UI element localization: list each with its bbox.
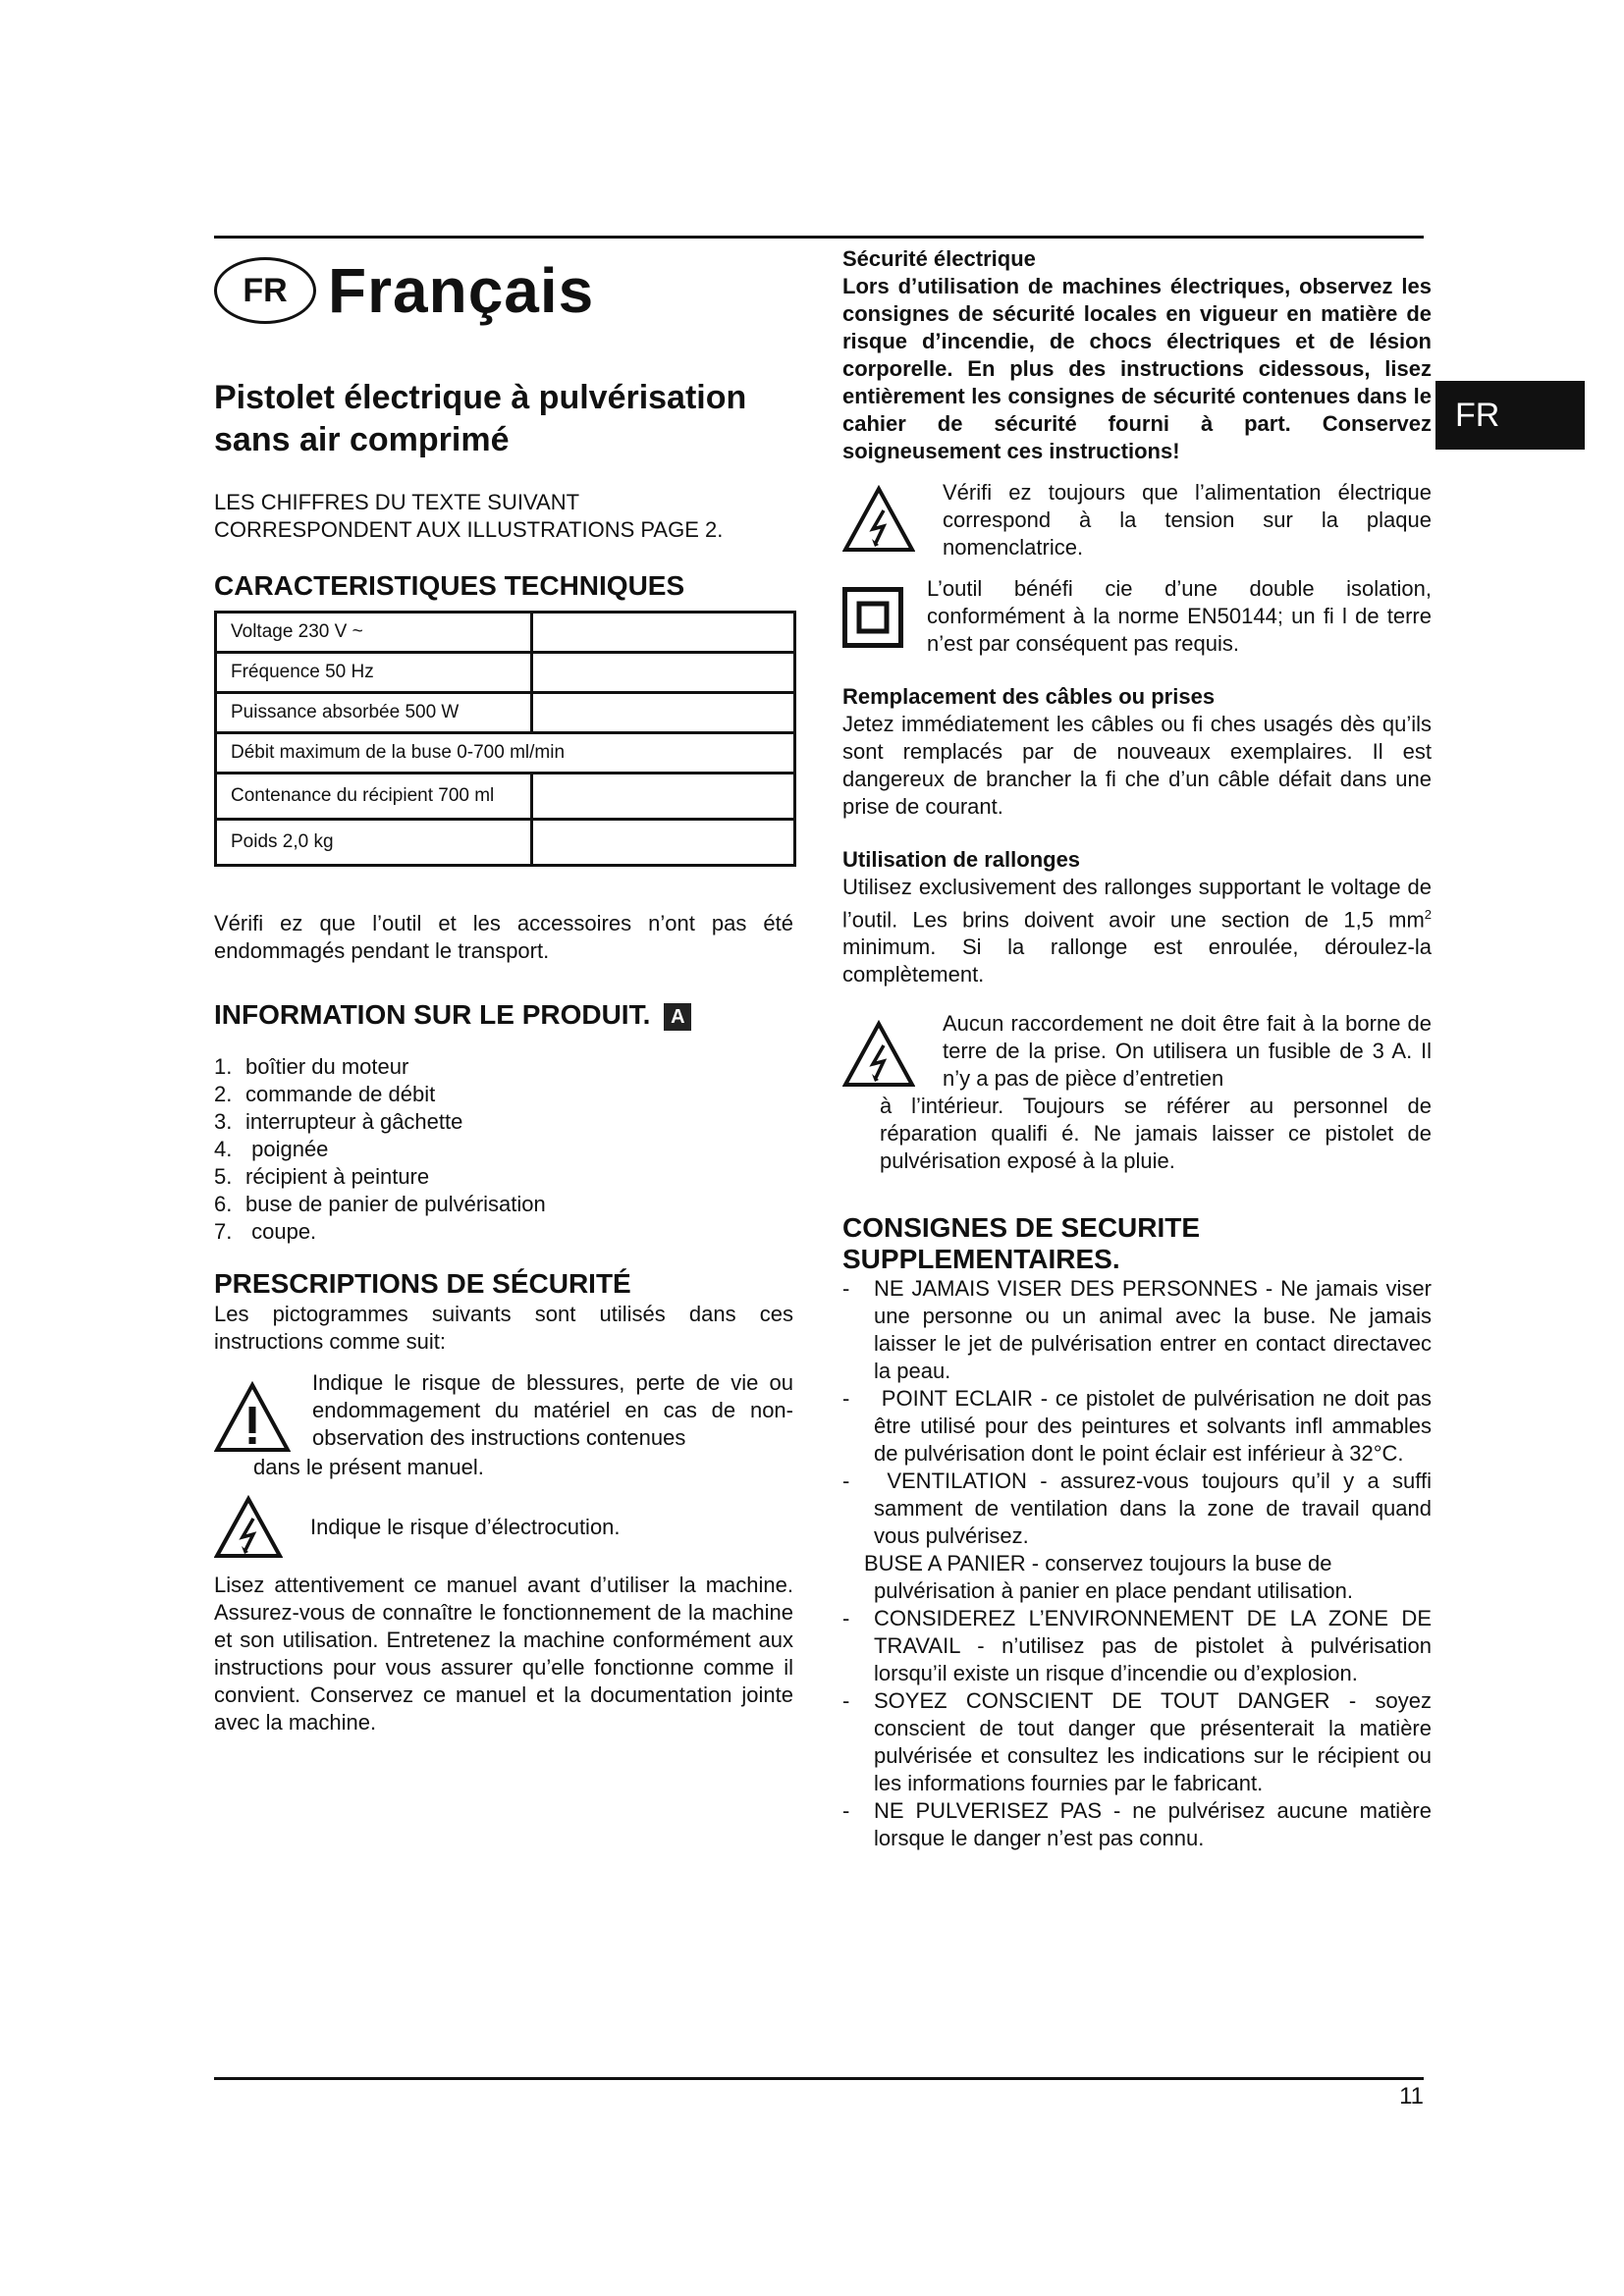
table-row bbox=[216, 653, 795, 693]
double-insulation-icon bbox=[842, 587, 903, 648]
spec-cell: Puissance absorbée 500 W bbox=[216, 693, 532, 733]
list-item: 3. interrupteur à gâchette bbox=[214, 1109, 463, 1134]
empty-cell bbox=[532, 820, 795, 866]
spec-cell: Contenance du récipient 700 ml bbox=[216, 774, 532, 820]
electrical-safety-text: Lors d’utilisation de machines électriques, observez les consignes de sécurité locales en vigueur en matière de risque d’incendie, de chocs électriques et de lésion corporelle. En plus des instructions cidessous, lisez entièrement les consignes de sécurité contenues dans le cahier de sécurité fourni à part. Conservez soigneusement ces instructions! bbox=[842, 274, 1432, 463]
top-rule bbox=[214, 236, 1424, 239]
title-line-1: Pistolet électrique à pulvérisation bbox=[214, 379, 747, 416]
spec-cell: Fréquence 50 Hz bbox=[216, 653, 532, 693]
list-item: 4. poignée bbox=[214, 1137, 329, 1161]
voltage-check-text: Vérifi ez toujours que l’alimentation électrique correspond à la tension sur la plaque nomenclatrice. bbox=[943, 480, 1432, 560]
verify-text: Vérifi ez que l’outil et les accessoires n’ont pas été endommagés pendant le transport. bbox=[214, 911, 793, 963]
spec-cell: Voltage 230 V ~ bbox=[216, 613, 532, 653]
list-item: - SOYEZ CONSCIENT DE TOUT DANGER - soyez conscient de tout danger que présenterait la matière pulvérisée et consultez les indications sur le récipient ou les informations fournies par le fabricant. bbox=[842, 1688, 1432, 1796]
list-item: 6. buse de panier de pulvérisation bbox=[214, 1192, 546, 1216]
electric-hazard-icon bbox=[842, 1020, 915, 1089]
list-item: 5. récipient à peinture bbox=[214, 1164, 430, 1189]
cables-heading: Remplacement des câbles ou prises bbox=[842, 684, 1216, 709]
document-title bbox=[214, 377, 793, 461]
double-insulation-text: L’outil bénéfi cie d’une double isolation, conformément à la norme EN50144; un fi l de terre n’est par conséquent pas requis. bbox=[927, 576, 1432, 656]
warning-triangle-icon bbox=[214, 1381, 291, 1454]
empty-cell bbox=[532, 653, 795, 693]
list-item: - NE PULVERISEZ PAS - ne pulvérisez aucune matière lorsque le danger n’est pas connu. bbox=[842, 1798, 1432, 1851]
bottom-rule bbox=[214, 2077, 1424, 2080]
empty-cell bbox=[532, 774, 795, 820]
cables-text: Jetez immédiatement les câbles ou fi ches usagés dès qu’ils sont remplacés par de nouveaux exemplaires. Il est dangereux de brancher la fi che d’un câble défait dans une prise de courant. bbox=[842, 712, 1432, 819]
electric-hazard-icon bbox=[842, 485, 915, 554]
language-title: Français bbox=[328, 255, 595, 326]
tech-specs-table bbox=[214, 611, 796, 867]
list-item: - NE JAMAIS VISER DES PERSONNES - Ne jamais viser une personne ou un animal avec la buse. Ne jamais laisser le jet de pulvérisation entrer en contact directavec la peau. bbox=[842, 1276, 1432, 1384]
page-number: 11 bbox=[1399, 2083, 1424, 2109]
earth-warning-tail: à l’intérieur. Toujours se référer au personnel de réparation qualifi é. Ne jamais laisser ce pistolet de pulvérisation exposé à la pluie. bbox=[880, 1094, 1432, 1174]
safety-intro: Les pictogrammes suivants sont utilisés dans ces instructions comme suit: bbox=[214, 1302, 793, 1354]
spec-cell: Débit maximum de la buse 0-700 ml/min bbox=[216, 733, 795, 774]
empty-cell bbox=[532, 693, 795, 733]
list-item: 7. coupe. bbox=[214, 1219, 317, 1244]
buse-panier-item: BUSE A PANIER - conservez toujours la buse de pulvérisation à panier en place pendant utilisation. bbox=[864, 1551, 1353, 1604]
safety-heading: PRESCRIPTIONS DE SÉCURITÉ bbox=[214, 1268, 631, 1299]
warning-electro-text: Indique le risque d’électrocution. bbox=[310, 1515, 621, 1539]
manual-text: Lisez attentivement ce manuel avant d’utiliser la machine. Assurez-vous de connaître le fonctionnement de la machine et son utilisation. Entretenez la machine conformément aux instructions pour vous assurer qu’elle fonctionne comme il convient. Conservez ce manuel et la documentation jointe avec la machine. bbox=[214, 1573, 793, 1735]
extra-safety-list bbox=[842, 1275, 1432, 1550]
right-column bbox=[842, 245, 1432, 1852]
language-badge: FR bbox=[214, 257, 316, 324]
extension-heading: Utilisation de rallonges bbox=[842, 847, 1081, 872]
table-row bbox=[216, 774, 795, 820]
extension-text: Utilisez exclusivement des rallonges supportant le voltage de l’outil. Les brins doivent avoir une section de 1,5 $mm^2$ minimum. Si la rallonge est enroulée, déroulez-la complètement. bbox=[842, 875, 1432, 988]
electric-hazard-icon bbox=[214, 1495, 283, 1560]
tech-heading: CARACTERISTIQUES TECHNIQUES bbox=[214, 570, 685, 601]
table-row bbox=[216, 693, 795, 733]
list-item: 1. boîtier du moteur bbox=[214, 1054, 409, 1079]
table-row bbox=[216, 733, 795, 774]
earth-warning-block bbox=[842, 1010, 1432, 1093]
illustration-marker: A bbox=[664, 1003, 691, 1031]
left-column bbox=[214, 245, 793, 1736]
table-row bbox=[216, 613, 795, 653]
extra-safety-list-2 bbox=[842, 1605, 1432, 1852]
language-header bbox=[214, 251, 793, 330]
parts-list bbox=[214, 1053, 793, 1246]
electrical-safety-heading: Sécurité électrique bbox=[842, 246, 1036, 271]
list-item: 2. commande de débit bbox=[214, 1082, 436, 1106]
numbers-note: LES CHIFFRES DU TEXTE SUIVANT CORRESPONDENT AUX ILLUSTRATIONS PAGE 2. bbox=[214, 490, 724, 542]
list-item: - POINT ECLAIR - ce pistolet de pulvérisation ne doit pas être utilisé pour des peintures et solvants infl ammables de pulvérisation dont le point éclair est inférieur à 32°C. bbox=[842, 1386, 1432, 1467]
double-insulation-block bbox=[842, 575, 1432, 658]
spec-cell: Poids 2,0 kg bbox=[216, 820, 532, 866]
warning-injury-block bbox=[214, 1369, 793, 1454]
product-heading: INFORMATION SUR LE PRODUIT. A bbox=[214, 998, 793, 1032]
empty-cell bbox=[532, 613, 795, 653]
warning-injury-tail: dans le présent manuel. bbox=[253, 1455, 484, 1479]
warning-injury-text: Indique le risque de blessures, perte de vie ou endommagement du matériel en cas de non-observation des instructions contenues bbox=[312, 1370, 793, 1450]
warning-electro-block bbox=[214, 1495, 793, 1560]
voltage-check-block bbox=[842, 479, 1432, 561]
earth-warning-text: Aucun raccordement ne doit être fait à la borne de terre de la prise. On utilisera un fusible de 3 A. Il n’y a pas de pièce d’entretien bbox=[943, 1011, 1432, 1092]
title-line-2: sans air comprimé bbox=[214, 421, 510, 458]
list-item: - VENTILATION - assurez-vous toujours qu’il y a suffi samment de ventilation dans la zone de travail quand vous pulvérisez. bbox=[842, 1468, 1432, 1549]
table-row bbox=[216, 820, 795, 866]
language-side-tab: FR bbox=[1435, 381, 1585, 450]
list-item: - CONSIDEREZ L’ENVIRONNEMENT DE LA ZONE DE TRAVAIL - n’utilisez pas de pistolet à pulvérisation lorsqu’il existe un risque d’incendie ou d’explosion. bbox=[842, 1606, 1432, 1686]
extra-safety-heading: CONSIGNES DE SECURITE SUPPLEMENTAIRES. bbox=[842, 1212, 1201, 1275]
